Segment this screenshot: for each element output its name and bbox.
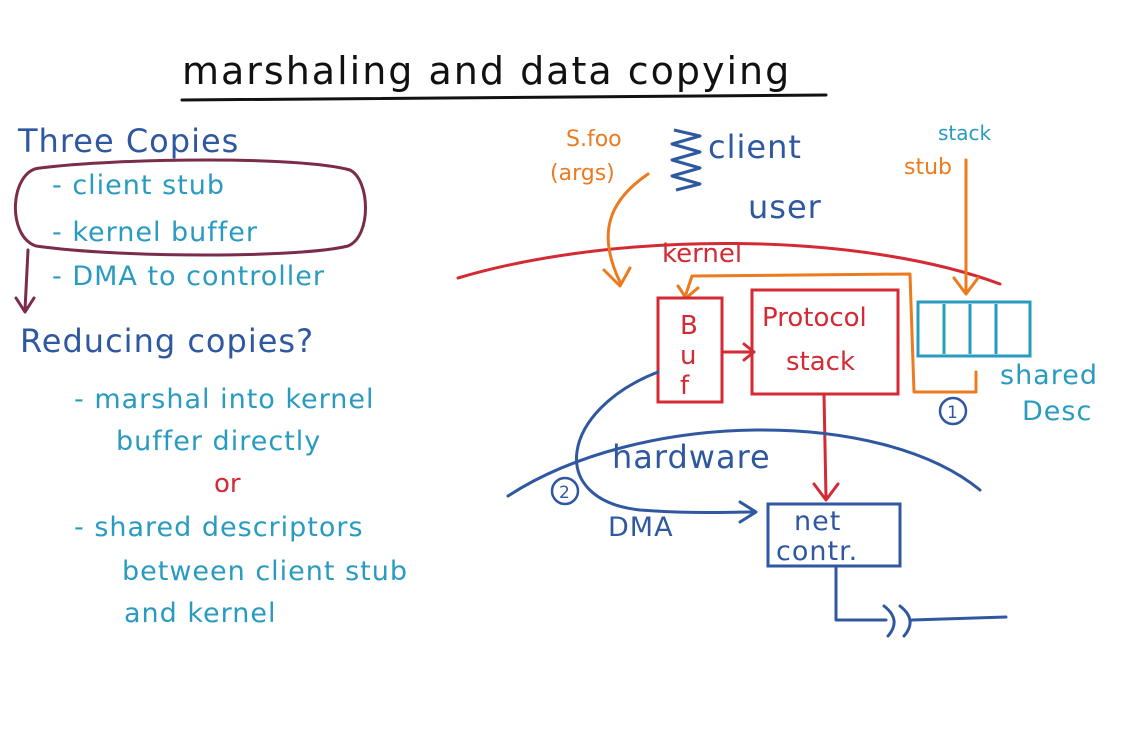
descriptor-slots: [944, 304, 996, 354]
buf-letter-f: f: [680, 371, 690, 401]
stack-label: stack: [938, 121, 992, 145]
protocol-label: Protocol: [762, 303, 867, 333]
or-word: or: [214, 469, 241, 499]
network-wire-out: [912, 617, 1006, 620]
option-shared-line3: and kernel: [124, 598, 277, 629]
shared-label: shared: [1000, 360, 1098, 391]
marker-1: 1: [947, 403, 958, 423]
network-break-symbol: [884, 606, 910, 636]
option-shared-line2: between client stub: [122, 556, 408, 587]
shared-descriptors-ring: [918, 302, 1030, 356]
user-label: user: [748, 188, 822, 226]
protocol-stack-label: stack: [786, 347, 856, 377]
args-label: (args): [550, 161, 615, 186]
marker-2: 2: [559, 483, 570, 503]
reducing-copies-question: Reducing copies?: [20, 322, 315, 360]
net-label: net: [794, 506, 842, 537]
args-to-buffer-arrow: [608, 174, 648, 282]
protocol-to-controller-arrow: [824, 394, 826, 498]
contr-label: contr.: [776, 536, 859, 567]
client-label: client: [708, 128, 802, 166]
option-marshal-line2: buffer directly: [116, 426, 322, 457]
option-shared-line1: - shared descriptors: [74, 512, 364, 543]
copy-client-stub: - client stub: [52, 170, 225, 201]
title-underline: [182, 95, 826, 100]
buf-letter-u: u: [680, 341, 697, 371]
hardware-label: hardware: [612, 438, 771, 476]
client-zigzag: [672, 130, 700, 190]
three-copies-heading: Three Copies: [18, 122, 240, 160]
copy-dma-to-controller: - DMA to controller: [52, 261, 325, 292]
sfoo-label: S.foo: [566, 127, 622, 152]
network-wire: [836, 568, 886, 620]
enclosure-arrow: [25, 250, 28, 310]
dma-label: DMA: [608, 512, 674, 543]
option-marshal-line1: - marshal into kernel: [74, 384, 375, 415]
slide-title: marshaling and data copying: [182, 49, 792, 93]
desc-label: Desc: [1022, 396, 1093, 427]
copy-kernel-buffer: - kernel buffer: [52, 217, 259, 248]
buf-letter-b: B: [680, 311, 698, 341]
stub-label: stub: [904, 155, 952, 180]
kernel-label: kernel: [662, 239, 743, 269]
